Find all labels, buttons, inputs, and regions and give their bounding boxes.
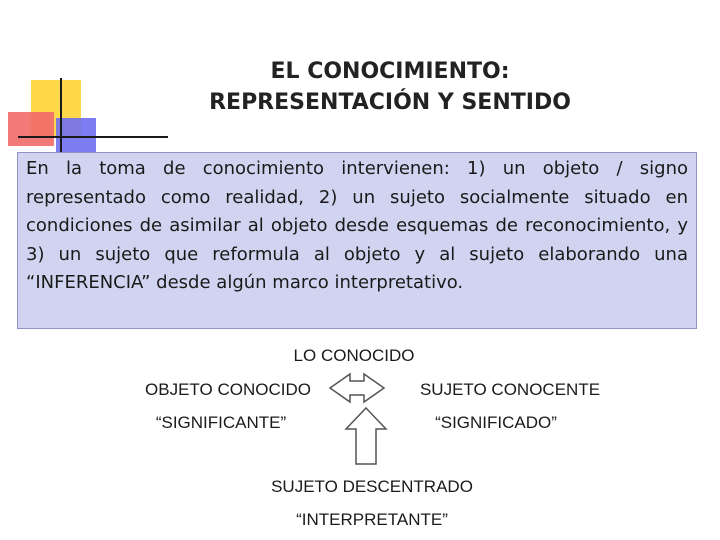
label-interpretante: “INTERPRETANTE” (296, 510, 448, 529)
label-sujeto-descentrado: SUJETO DESCENTRADO (271, 477, 473, 496)
title-line-2: REPRESENTACIÓN Y SENTIDO (209, 90, 571, 115)
body-text: En la toma de conocimiento intervienen: 1) un objeto / signo representado como realidad, 2) un sujeto socialmente situado en condiciones de asimilar al objeto desde esquemas de reconocimiento, y 3) un sujeto que reformula al objeto y al sujeto elaborando una “INFERENCIA” desde algún marco interpretativo. (26, 158, 688, 293)
label-significado: “SIGNIFICADO” (435, 413, 557, 432)
label-significante: “SIGNIFICANTE” (155, 413, 287, 432)
title-line-1: EL CONOCIMIENTO: (270, 59, 510, 84)
label-sujeto-conocente: SUJETO CONOCENTE (419, 380, 601, 399)
label-objeto-conocido: OBJETO CONOCIDO (145, 380, 311, 399)
label-lo-conocido: LO CONOCIDO (293, 346, 415, 365)
double-arrow (330, 374, 384, 402)
up-arrow (346, 408, 386, 464)
